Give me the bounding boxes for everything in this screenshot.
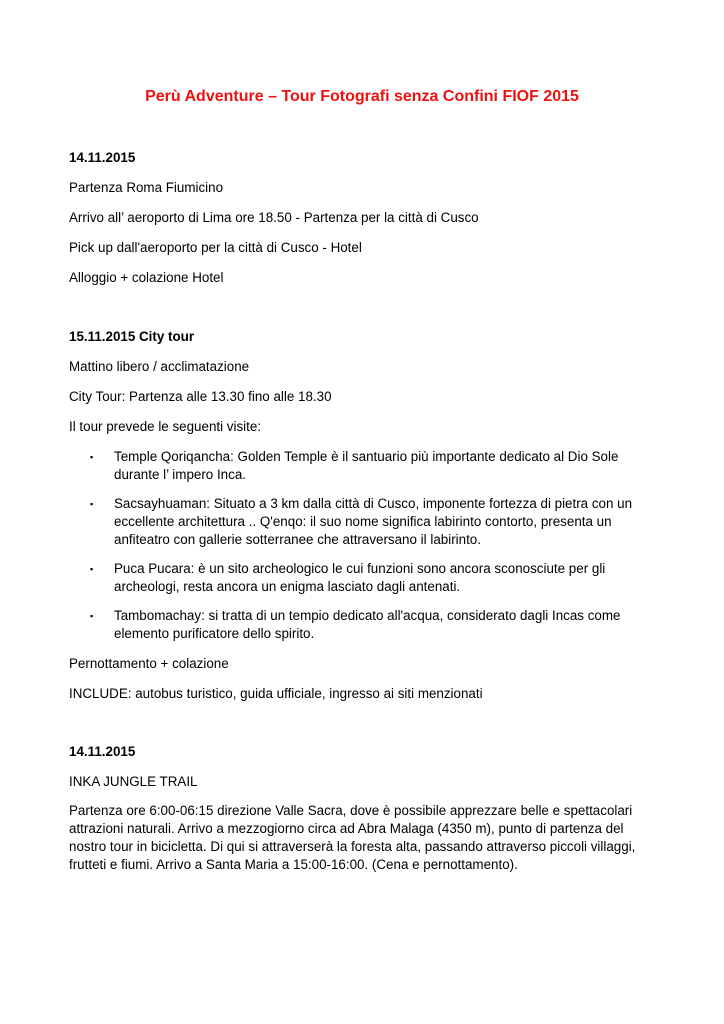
document-title: Perù Adventure – Tour Fotografi senza Confini FIOF 2015: [145, 88, 579, 105]
day1-line: Alloggio + colazione Hotel: [69, 270, 224, 285]
list-item-line: durante l’ impero Inca.: [114, 467, 246, 482]
bullet-icon: ▪: [90, 452, 94, 462]
list-item-line: Temple Qoriqancha: Golden Temple è il santuario più importante dedicato al Dio Sole: [114, 449, 619, 464]
list-item-line: archeologi, resta ancora un enigma lasciato dagli antenati.: [114, 579, 461, 594]
day2-date: 15.11.2015 City tour: [69, 329, 195, 344]
day3-heading: INKA JUNGLE TRAIL: [69, 774, 198, 789]
bullet-icon: ▪: [90, 611, 94, 621]
paragraph-line: frutteti e fiumi. Arrivo a Santa Maria a 15:00-16:00. (Cena e pernottamento).: [69, 857, 518, 872]
day3-date: 14.11.2015: [69, 744, 136, 759]
bullet-icon: ▪: [90, 564, 94, 574]
day1-line: Arrivo all’ aeroporto di Lima ore 18.50 - Partenza per la città di Cusco: [69, 210, 479, 225]
list-item-text: [114, 560, 659, 596]
paragraph-line: attrazioni naturali. Arrivo a mezzogiorno circa ad Abra Malaga (4350 m), punto di partenza del: [69, 821, 624, 836]
day2-line: Pernottamento + colazione: [69, 656, 229, 671]
list-item-line: anfiteatro con gallerie sotterranee che attraversano il labirinto.: [114, 532, 481, 547]
list-item-line: elemento purificatore dello spirito.: [114, 626, 315, 641]
day1-line: Pick up dall'aeroporto per la città di Cusco - Hotel: [69, 240, 362, 255]
list-item-text: [114, 448, 659, 484]
day1-line: Partenza Roma Fiumicino: [69, 180, 224, 195]
day2-line: INCLUDE: autobus turistico, guida ufficiale, ingresso ai siti menzionati: [69, 686, 483, 701]
bullet-icon: ▪: [90, 499, 94, 509]
day1-date: 14.11.2015: [69, 150, 136, 165]
list-item-line: Tambomachay: si tratta di un tempio dedicato all'acqua, considerato dagli Incas come: [114, 608, 621, 623]
day2-line: Mattino libero / acclimatazione: [69, 359, 250, 374]
list-item-line: eccellente architettura .. Q'enqo: il suo nome significa labirinto contorto, presenta un: [114, 514, 612, 529]
paragraph-line: nostro tour in bicicletta. Di qui si attraverserà la foresta alta, passando attraverso piccoli villaggi,: [69, 839, 636, 854]
day3-paragraph: [69, 802, 649, 874]
day2-line: Il tour prevede le seguenti visite:: [69, 419, 262, 434]
list-item-text: [114, 607, 659, 643]
list-item-line: Puca Pucara: è un sito archeologico le cui funzioni sono ancora sconosciute per gli: [114, 561, 606, 576]
paragraph-line: Partenza ore 6:00-06:15 direzione Valle Sacra, dove è possibile apprezzare belle e spettacolari: [69, 803, 633, 818]
list-item-line: Sacsayhuaman: Situato a 3 km dalla città di Cusco, imponente fortezza di pietra con un: [114, 496, 633, 511]
list-item-text: [114, 495, 659, 549]
day2-line: City Tour: Partenza alle 13.30 fino alle 18.30: [69, 389, 332, 404]
